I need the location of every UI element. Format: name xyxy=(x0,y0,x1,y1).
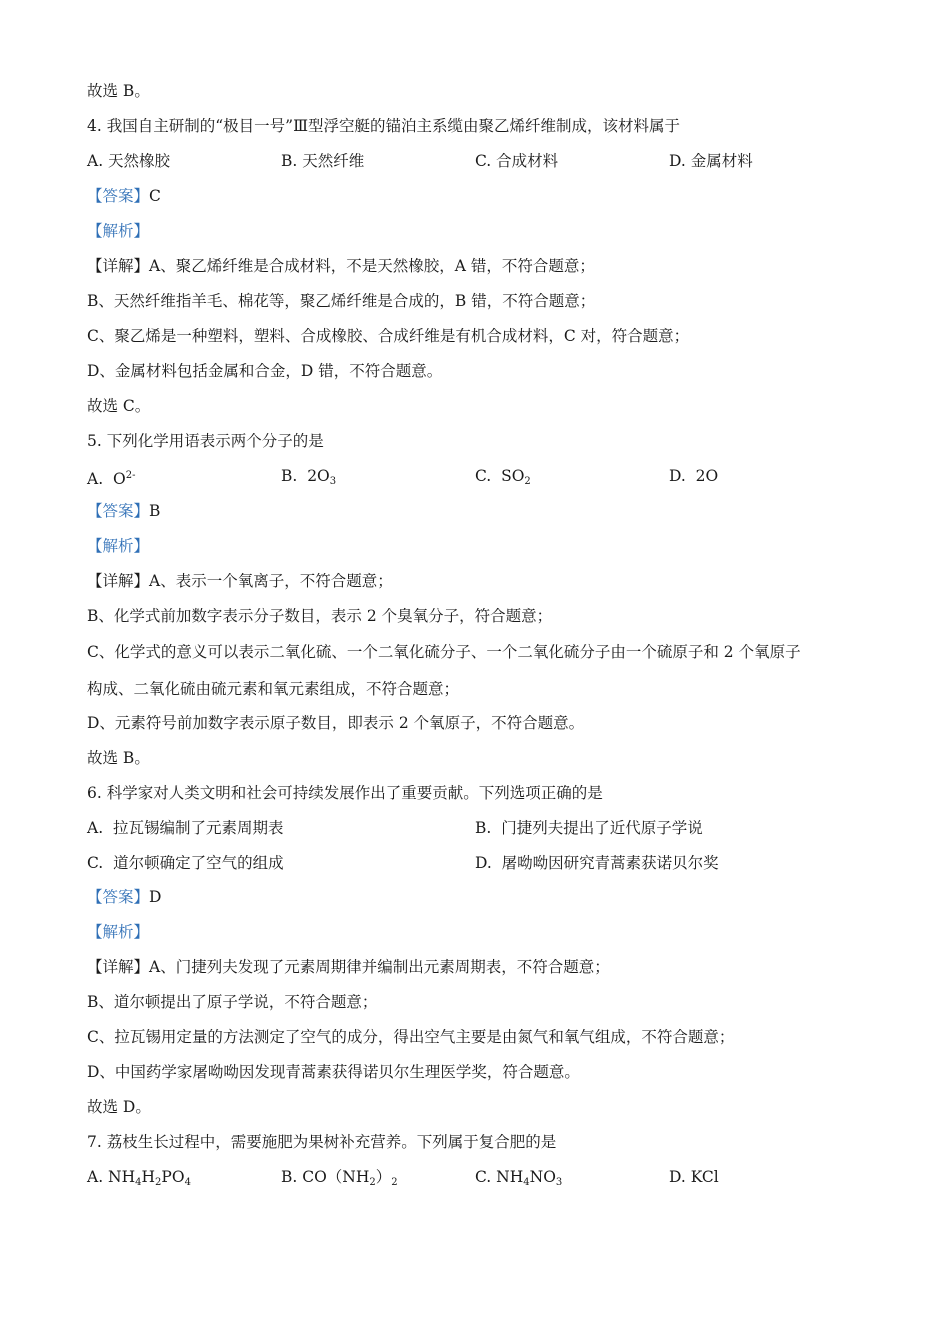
q4-detail-text-1: A、聚乙烯纤维是合成材料，不是天然橡胶，A 错，不符合题意； xyxy=(149,257,595,275)
q6-option-b xyxy=(475,817,703,839)
q7-stem: 7. 荔枝生长过程中，需要施肥为果树补充营养。下列属于复合肥的是 xyxy=(87,1133,557,1151)
q6-option-d xyxy=(475,852,719,874)
q5-option-c-formula: SO xyxy=(501,467,525,485)
q5-option-b-subscript: 3 xyxy=(329,476,337,487)
q5-option-b xyxy=(281,465,336,493)
q7-option-a-sub-2: 2 xyxy=(155,1177,162,1188)
q7-option-c-part-2: NO xyxy=(529,1168,556,1186)
q6-option-a-letter: A. xyxy=(87,819,104,837)
q5-option-b-formula: 2O xyxy=(307,467,330,485)
detail-tag: 【详解】 xyxy=(87,958,150,976)
q5-option-d-formula: 2O xyxy=(695,467,719,485)
q7-option-c-sub-2: 3 xyxy=(555,1177,563,1188)
q4-option-a: A. 天然橡胶 xyxy=(87,152,171,170)
q7-option-c-sub-1: 4 xyxy=(523,1177,530,1188)
q7-option-a-sub-3: 4 xyxy=(184,1177,191,1188)
q7-option-b-sub-1: 2 xyxy=(369,1177,376,1188)
q7-option-d: D. KCl xyxy=(669,1168,719,1186)
q5-detail-line-4: 构成、二氧化硫由硫元素和氧元素组成，不符合题意； xyxy=(87,680,460,698)
q6-conclusion: 故选 D。 xyxy=(87,1098,151,1116)
q5-option-a-formula: O xyxy=(112,470,126,488)
q4-conclusion: 故选 C。 xyxy=(87,397,151,415)
q4-option-b: B. 天然纤维 xyxy=(281,152,365,170)
q6-detail-line-4: D、中国药学家屠呦呦因发现青蒿素获得诺贝尔生理医学奖，符合题意。 xyxy=(87,1063,580,1081)
q5-stem: 5. 下列化学用语表示两个分子的是 xyxy=(87,432,324,450)
q6-detail-text-1: A、门捷列夫发现了元素周期律并编制出元素周期表，不符合题意； xyxy=(149,958,610,976)
q4-option-d: D. 金属材料 xyxy=(669,152,753,170)
q6-stem: 6. 科学家对人类文明和社会可持续发展作出了重要贡献。下列选项正确的是 xyxy=(87,784,603,802)
q5-detail-line-3: C、化学式的意义可以表示二氧化硫、一个二氧化硫分子、一个二氧化硫分子由一个硫原子和 2 个氧原子 xyxy=(87,643,801,661)
answer-tag: 【答案】 xyxy=(87,888,150,906)
q6-answer-line xyxy=(87,886,161,908)
q6-detail-line-1 xyxy=(87,956,610,978)
q5-option-c-letter: C. xyxy=(475,467,492,485)
q6-option-b-letter: B. xyxy=(475,819,492,837)
q6-detail-line-2: B、道尔顿提出了原子学说，不符合题意； xyxy=(87,993,378,1011)
q6-option-c-text: 道尔顿确定了空气的组成 xyxy=(113,854,284,872)
detail-tag: 【详解】 xyxy=(87,257,150,275)
q6-option-c-letter: C. xyxy=(87,854,104,872)
q4-detail-line-4: D、金属材料包括金属和合金，D 错，不符合题意。 xyxy=(87,362,443,380)
q4-detail-line-3: C、聚乙烯是一种塑料，塑料、合成橡胶、合成纤维是有机合成材料，C 对，符合题意； xyxy=(87,327,690,345)
q5-option-d xyxy=(669,465,718,487)
q7-option-b-sub-2: 2 xyxy=(391,1177,398,1188)
q6-detail-line-3: C、拉瓦锡用定量的方法测定了空气的成分，得出空气主要是由氮气和氧气组成，不符合题意； xyxy=(87,1028,735,1046)
answer-tag: 【答案】 xyxy=(87,502,150,520)
answer-tag: 【答案】 xyxy=(87,187,150,205)
q5-detail-line-1 xyxy=(87,570,393,592)
q5-detail-text-1: A、表示一个氧离子，不符合题意； xyxy=(149,572,393,590)
q4-stem: 4. 我国自主研制的“极目一号”Ⅲ型浮空艇的锚泊主系缆由聚乙烯纤维制成，该材料属于 xyxy=(87,117,681,135)
q3-conclusion: 故选 B。 xyxy=(87,82,150,100)
q4-answer: C xyxy=(149,187,161,205)
q4-detail-line-1 xyxy=(87,255,595,277)
q7-option-a-part-3: PO xyxy=(161,1168,185,1186)
q6-option-b-text: 门捷列夫提出了近代原子学说 xyxy=(501,819,703,837)
q5-detail-line-2: B、化学式前加数字表示分子数目，表示 2 个臭氧分子，符合题意； xyxy=(87,607,553,625)
q5-analysis-tag: 【解析】 xyxy=(87,537,150,555)
q5-option-c xyxy=(475,465,531,493)
q7-option-c-part-1: C. NH xyxy=(475,1168,524,1186)
q7-option-a xyxy=(87,1166,191,1194)
q6-option-a xyxy=(87,817,284,839)
detail-tag: 【详解】 xyxy=(87,572,150,590)
q6-option-d-letter: D. xyxy=(475,854,492,872)
q7-option-a-part-1: A. NH xyxy=(87,1168,136,1186)
q5-option-c-subscript: 2 xyxy=(524,476,531,487)
q7-option-b-part-1: B. CO（NH xyxy=(281,1168,370,1186)
q5-option-d-letter: D. xyxy=(669,467,686,485)
q7-option-a-part-2: H xyxy=(141,1168,156,1186)
q6-answer: D xyxy=(149,888,162,906)
q5-answer: B xyxy=(149,502,161,520)
q4-answer-line xyxy=(87,185,161,207)
q6-option-d-text: 屠呦呦因研究青蒿素获诺贝尔奖 xyxy=(501,854,719,872)
q4-detail-line-2: B、天然纤维指羊毛、棉花等，聚乙烯纤维是合成的，B 错，不符合题意； xyxy=(87,292,596,310)
q6-option-c xyxy=(87,852,284,874)
q4-analysis-tag: 【解析】 xyxy=(87,222,150,240)
q7-option-a-sub-1: 4 xyxy=(135,1177,142,1188)
q5-option-b-letter: B. xyxy=(281,467,298,485)
q7-option-b xyxy=(281,1166,398,1194)
q6-analysis-tag: 【解析】 xyxy=(87,923,150,941)
q5-conclusion: 故选 B。 xyxy=(87,749,150,767)
q5-option-a-letter: A. xyxy=(87,470,104,488)
q5-option-a-charge: 2- xyxy=(125,470,136,481)
q5-detail-line-5: D、元素符号前加数字表示原子数目，即表示 2 个氧原子，不符合题意。 xyxy=(87,714,585,732)
q4-option-c: C. 合成材料 xyxy=(475,152,559,170)
q6-option-a-text: 拉瓦锡编制了元素周期表 xyxy=(112,819,284,837)
q7-option-b-part-2: ） xyxy=(375,1168,392,1186)
q5-answer-line xyxy=(87,500,160,522)
q5-option-a xyxy=(87,465,135,490)
q7-option-c xyxy=(475,1166,562,1194)
